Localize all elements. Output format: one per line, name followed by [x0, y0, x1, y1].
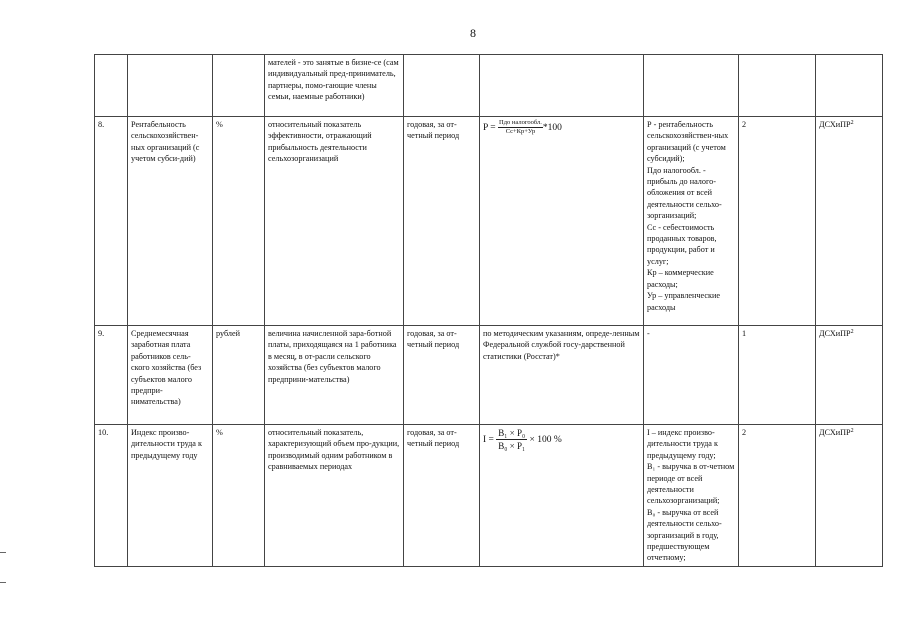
cell-description: величина начисленной зара-ботной платы, приходящаяся на 1 работника в месяц, в от-расли сельского хозяйства (без субъектов малого предприни-мательства)	[265, 326, 404, 425]
formula-numerator: Пдо налогообл.	[499, 119, 542, 126]
cell-unit: %	[213, 117, 265, 326]
table-row	[95, 326, 883, 425]
margin-mark	[0, 552, 6, 553]
cell-notes: Р - рентабельность сельскохозяйствен-ных организаций (с учетом субсидий); Пдо налогообл. - прибыль до налого-обложения от всей деятельности сельхо-зорганизаций; Сс - себестоимость проданных товаров, продукции, работ и услуг; Кр – коммерческие расходы; Ур – управленческие расходы	[644, 117, 739, 326]
cell-num	[95, 55, 128, 117]
cell-notes: I – индекс произво-дительности труда к предыдущему году; B₁ - выручка в от-четном периоде от всей деятельности сельхозорганизаций; B₀ - выручка от всей деятельности сельхо-зорганизаций в году, предшествующем отчетному;	[644, 425, 739, 567]
cell-formula	[480, 425, 644, 567]
cell-formula: по методическим указаниям, опреде-ленным Федеральной службой госу-дарственной статистики (Росстат)*	[480, 326, 644, 425]
table-row	[95, 117, 883, 326]
cell-period: годовая, за от-четный период	[404, 326, 480, 425]
table-row	[95, 55, 883, 117]
cell-formula	[480, 55, 644, 117]
cell-num: 10.	[95, 425, 128, 567]
cell-source	[816, 117, 883, 326]
page-number: 8	[470, 26, 476, 40]
cell-name: Среднемесячная заработная плата работников сель-ского хозяйства (без субъектов малого предпри-нимательства)	[128, 326, 213, 425]
cell-unit: %	[213, 425, 265, 567]
formula-lhs: I =	[483, 434, 494, 445]
cell-period	[404, 55, 480, 117]
cell-notes	[644, 55, 739, 117]
cell-name: Индекс произво-дительности труда к предыдущему году	[128, 425, 213, 567]
indicators-table	[94, 54, 883, 567]
formula-tail: *100	[542, 122, 562, 133]
cell-source	[816, 326, 883, 425]
cell-name: Рентабельность сельскохозяйствен-ных организаций (с учетом субси-дий)	[128, 117, 213, 326]
formula-fraction	[498, 119, 543, 136]
cell-description: мателей - это занятые в бизне-се (сам индивидуальный пред-приниматель, партнеры, помо-гающие члены семьи, наемные работники)	[265, 55, 404, 117]
margin-mark	[0, 582, 6, 583]
cell-source	[816, 55, 883, 117]
cell-value	[739, 55, 816, 117]
cell-num: 8.	[95, 117, 128, 326]
formula-fraction	[496, 427, 527, 452]
cell-period: годовая, за от-четный период	[404, 117, 480, 326]
cell-unit: рублей	[213, 326, 265, 425]
formula-lhs: P =	[483, 122, 496, 133]
source-text: ДСХиПР	[819, 428, 851, 437]
cell-name	[128, 55, 213, 117]
table-row	[95, 425, 883, 567]
cell-period: годовая, за от-четный период	[404, 425, 480, 567]
cell-value: 1	[739, 326, 816, 425]
productivity-formula	[483, 428, 562, 451]
formula-tail: × 100 %	[529, 434, 562, 445]
cell-num: 9.	[95, 326, 128, 425]
cell-unit	[213, 55, 265, 117]
source-footnote: 2	[850, 428, 854, 434]
cell-notes: -	[644, 326, 739, 425]
formula-denominator: Сс+Кр+Ур	[505, 128, 536, 135]
source-text: ДСХиПР	[819, 120, 851, 129]
formula-numerator: B₁ × P₀	[498, 428, 526, 438]
cell-description: относительный показатель, характеризующий объем про-дукции, производимый одним работником в сравниваемых периодах	[265, 425, 404, 567]
cell-value: 2	[739, 425, 816, 567]
profitability-formula	[483, 119, 562, 135]
cell-value: 2	[739, 117, 816, 326]
source-text: ДСХиПР	[819, 329, 851, 338]
cell-description: относительный показатель эффективности, отражающий прибыльность деятельности сельхозорганизаций	[265, 117, 404, 326]
source-footnote: 2	[850, 120, 854, 126]
cell-formula	[480, 117, 644, 326]
source-footnote: 2	[850, 329, 854, 335]
cell-source	[816, 425, 883, 567]
formula-denominator: B₀ × P₁	[498, 441, 526, 451]
